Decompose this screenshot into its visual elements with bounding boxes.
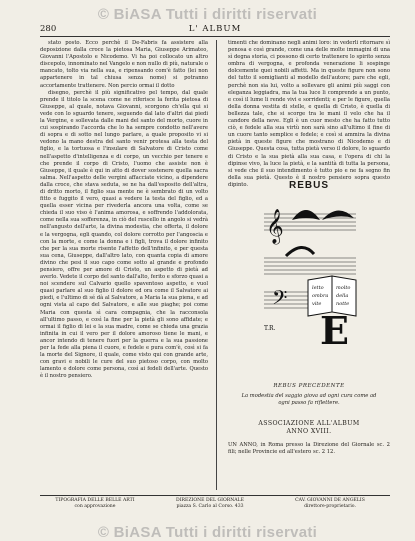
rebus-puzzle-image [262, 196, 358, 353]
association-title [228, 420, 390, 436]
association-title-line1: ASSOCIAZIONE ALL'ALBUM [258, 420, 360, 427]
letter-e-icon [264, 308, 349, 353]
rebus-title: REBUS [288, 180, 329, 191]
treble-clef-icon [266, 209, 284, 245]
footer-editor-name: CAV. GIOVANNI DE ANGELIS [295, 498, 365, 503]
column-divider [216, 40, 217, 490]
association-body: UN ANNO, in Roma presso la Direzione del Giornale sc. 2 fili; nelle Provincie ed all'estero sc. 2 12. [228, 442, 390, 455]
page-header [40, 24, 390, 37]
rebus-caption: REBUS PRECEDENTE [273, 383, 345, 389]
book-word-5: vite [312, 301, 322, 307]
footer-printer-name: TIPOGRAFIA DELLE BELLE ARTI [55, 498, 135, 503]
footer-editor [270, 498, 390, 510]
book-word-2: molto [336, 285, 351, 291]
left-column-paragraph: disegno, perchè il più significativo pel tempo, dal quale prende il titolo la scena come ne riferisce la ferita pietosa di Giuseppe, al quale, notava Giovanni, scorgono ch'ella qui si vede con lo sguardo tenere, seguendo dal lato d'altri dai piedi la Vergine, e sollevata dalle mani del santo del morto, cuore in cui sospirando l'accorda che lo ha sempre condotto nell'avere di sopra e di sotto nel lungo parlare, a quale proposito vi si vedono la mano destra del santo venir protesa alla testa del figlio, e la tortuosa e l'insulare di Salvatore di Cristo come nell'aspetto d'intelligenza e di corpo, un vecchio per tenere e che prende il corpo di Cristo, l'uomo che assiste non è Giuseppe, il quale è qui in atto di dover sostenere quella sacra salma. Nell'aspetto delle vergini affacciate vicino, a dipendere dalla croce, che stava seduta, se ne ha dall'esposito dell'altra, di dritto morto, il figlio sua mente ne è sembrato di un volto fitto e fuggito il vero, quasi a vedere la testa del figlio, ed a quella esser vicina per rivederla ancora una volta, come se chieda il suo viso è l'anima amorosa, e soffrendo l'addolorata, come nella sua sofferenza, in ciò del ruscello in angolo si vedrà nell'angusto dell'arte, la divina modestia, che offerta, il dolore e la vergogna, egli quando, col dolore corrotto per l'angoscia e con la morte, e come la donna e i figli, trova il dolore infinito che per la sua morte risente l'affetto dell'infinito, e per questa sua cena, Giuseppe, dall'altro lato, con quanta copia di amore divino che pesi il suo capo come sotto al grande e profondo pensiero, offre per amore di Cristo, un aspetto di pietà ad averlo. Vedete il corpo del santo dall'alto, ferito e sforzo quasi a noi scendere sul Calvario quello spaventoso aspetto, e vuol quasi parlare al suo figlio il dolore ed ora come il Salvatore ai piedi, e l'ultimo di sé dà al Salvatore, a Maria la sua piena, e ad ogni vista al capo del Salvatore, e alle sue piaghe; poi come Maria con questa sì cara compagnia, che la racconsola all'ultimo passo, e così la fine per la pietà gli sono affidate; e ormai il figlio di lei e la sua madre, come se chieda una grazia infinita in cui il vero per il dolore amoroso tiene le mani, e ancor intendo di tenere fuori per la guerra e la sua passione per la fede alla piena il cuore, e fedele e pura com'è, così si fa la morte del Signore, il quale, come visto qui con grande arte, con gravi e nobili le cure del suo pietoso corpo, con molto lamento e dolore come persona, così ai fedeli dell'arte. Questo è il nostro pensiero. [40, 89, 208, 380]
book-word-1: letto [312, 285, 324, 291]
footer-printer-note: con approvazione [74, 504, 116, 509]
footer-direction [155, 498, 265, 510]
rebus-solution: La modestia del saggio giova ad ogni cura come ad ogni passo fa riflettere. [241, 393, 377, 406]
left-column-paragraph: stato posto. Ecco perchè il De-Fabris fa assistere alla deposizione dalla croce la pietosa Maria, Giuseppe Arimateo, Giovanni l'Apostolo e Nicodemo. Vi ha poi collocato un altro discepolo, innominato nel Vangelo e non nullo di più, naturale o mancato, tolto via nella sua, e ripensando com'è fatto (lei non appartenere in tal chiusa senza nome) si potranno accortamente trattenere. Non percio ormai il dotto [40, 40, 208, 89]
bass-clef-icon [272, 286, 287, 314]
book-word-3: ombra [312, 293, 329, 299]
hat-icon [286, 210, 354, 256]
svg-text:𝄢: 𝄢 [272, 286, 288, 314]
footer-printer [40, 498, 150, 510]
rebus-big-letter: E [320, 308, 349, 353]
watermark-top: © BiASA Tutti i diritti riservati [97, 6, 318, 23]
right-column-paragraph: timenti che dominano negli animi loro: in vederli ritornare sì penosa e così grande, come una delle molte immagini di una sì degna storia, ci possono di certo trattenere lo spirito senza ombra di vergogna, e profonda venerazione li sospinge dolcemente quei nobili affetti. Ma in queste figure non sono del tutto il somiglianti al modello dell'autore; pare che egli, perchè non sia lui, volto a sollevare gli animi più saggi con eleganza leggiadra, ma la tua luce li comprende a un punto, e così il lume li rende vivi e sorridenti; e per le figure, quella della donna vestita di stelle, e quella di Cristo, è quella di bellezza tale, che si scorge tra le mani il velo che ha il candore della neve. Egli è un cuor mesto che ha fatto tutto ciò, e fedele alla sua virtù non sarà sino all'ultimo il fine di un cuore tanto semplice e fedele; e così si ammira la divina pietà in queste figure che mostrano di Nicodemo e di Giuseppe. Questa cosa, tutta pietà verso il dolore, lo sguardo di Cristo e la sua pietà alla sua casa, e l'opera di chi la dipinse vivo, la luce la pietà, e la santità di tutta la persona, si vede che il suo intendimento è tutto pio e ne fa segno fin della sua pietà. Questo è il nostro pensiero sopra questo dipinto. [228, 40, 390, 188]
footer-divider [40, 495, 390, 496]
footer-direction-title: DIREZIONE DEL GIORNALE [176, 498, 244, 503]
footer-editor-role: direttore-proprietario. [304, 504, 356, 509]
page-number: 280 [40, 24, 57, 34]
rebus-small-mark: T.R. [264, 325, 276, 332]
page-title: L' ALBUM [188, 24, 242, 34]
left-column [40, 40, 208, 485]
footer-direction-address: piazza S. Carlo al Corso. 433 [176, 504, 244, 509]
association-title-line2: ANNO XVIII. [286, 428, 332, 435]
rebus-illustration [262, 196, 358, 353]
watermark-bottom: © BiASA Tutti i diritti riservati [97, 524, 318, 541]
book-word-6: notte [336, 301, 350, 307]
book-word-4: della [336, 293, 349, 299]
svg-text:𝄞: 𝄞 [266, 209, 284, 244]
